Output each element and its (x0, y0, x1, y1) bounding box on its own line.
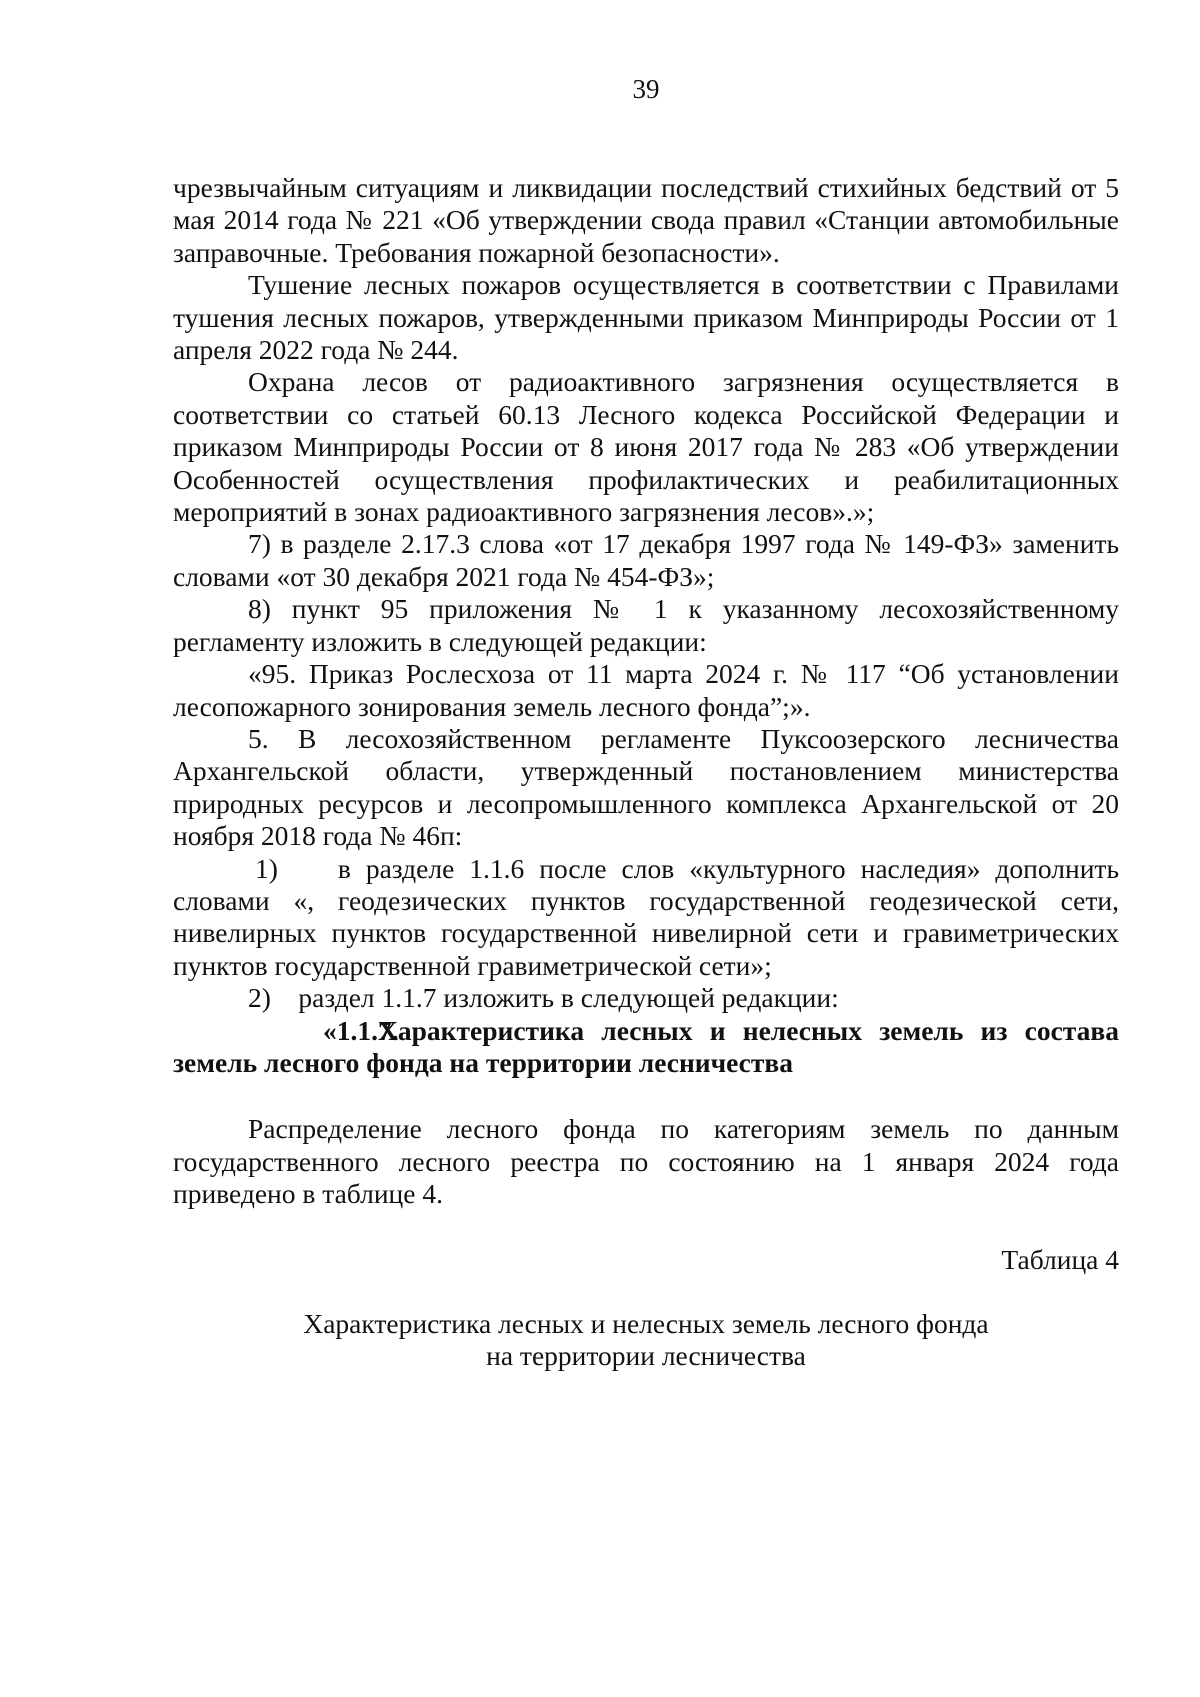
section-heading-text: Характеристика лесных и нелесных земель из состава земель лесного фонда на территории лесничества (173, 1014, 1119, 1078)
paragraph-item-7: 7) в разделе 2.17.3 слова «от 17 декабря 1997 года № 149-ФЗ» заменить словами «от 30 декабря 2021 года № 454-ФЗ»; (173, 528, 1119, 592)
paragraph-section-5: 5. В лесохозяйственном регламенте Пуксоозерского лесничества Архангельской области, утвержденный постановлением министерства природных ресурсов и лесопромышленного комплекса Архангельской от 20 ноября 2018 года № 46п: (173, 722, 1119, 852)
paragraph-fire-suppression: Тушение лесных пожаров осуществляется в соответствии с Правилами тушения лесных пожаров, утвержденными приказом Минприроды России от 1 апреля 2022 года № 244. (173, 269, 1119, 366)
table-title-line-1: Характеристика лесных и нелесных земель лесного фонда (303, 1308, 989, 1339)
paragraph-subitem-1: 1) в разделе 1.1.6 после слов «культурного наследия» дополнить словами «, геодезических пунктов государственной геодезической сети, нивелирных пунктов государственной нивелирной сети и гравиметрических пунктов государственной гравиметрической сети»; (173, 852, 1126, 981)
paragraph-radioactive-protection: Охрана лесов от радиоактивного загрязнения осуществляется в соответствии со статьей 60.13 Лесного кодекса Российской Федерации и приказом Минприроды России от 8 июня 2017 года № 283 «Об утверждении Особенностей осуществления профилактических и реабилитационных мероприятий в зонах радиоактивного загрязнения лесов».»; (173, 366, 1119, 528)
table-label: Таблица 4 (1001, 1243, 1119, 1275)
paragraph-distribution: Распределение лесного фонда по категориям земель по данным государственного лесного реестра по состоянию на 1 января 2024 года приведено в таблице 4. (173, 1113, 1119, 1210)
table-title (173, 1308, 1119, 1373)
section-heading (173, 1015, 1119, 1080)
paragraph-item-8: 8) пункт 95 приложения № 1 к указанному лесохозяйственному регламенту изложить в следующей редакции: (173, 593, 1119, 657)
paragraph-item-95: «95. Приказ Рослесхоза от 11 марта 2024 г. № 117 “Об установлении лесопожарного зонирования земель лесного фонда”;». (173, 658, 1119, 722)
paragraph-subitem-2: 2) раздел 1.1.7 изложить в следующей редакции: (248, 982, 839, 1014)
section-heading-number: «1.1.7. (323, 1014, 399, 1046)
table-title-line-2: на территории лесничества (486, 1340, 806, 1372)
document-body (173, 172, 1126, 1373)
paragraph-continuation: чрезвычайным ситуациям и ликвидации последствий стихийных бедствий от 5 мая 2014 года № 221 «Об утверждении свода правил «Станции автомобильные заправочные. Требования пожарной безопасности». (173, 172, 1119, 268)
page-number: 39 (632, 74, 660, 104)
